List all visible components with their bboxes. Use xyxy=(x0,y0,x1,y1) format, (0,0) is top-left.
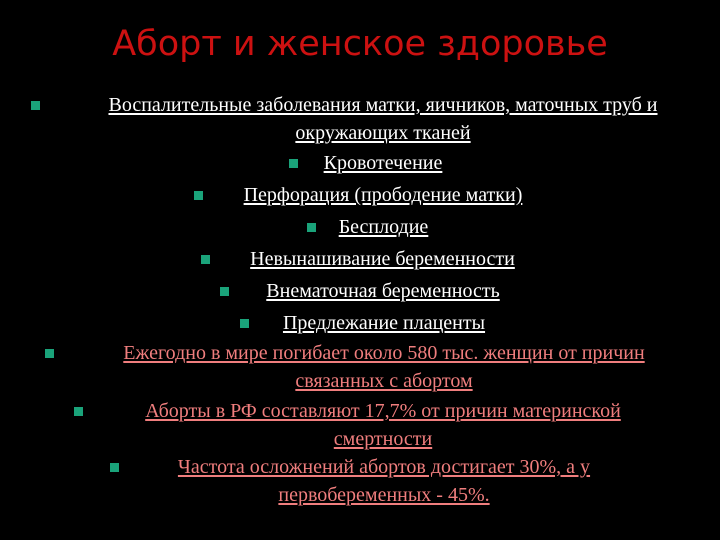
list-item-line: Внематочная беременность xyxy=(266,280,500,302)
list-item-ectopic-pregnancy xyxy=(239,277,527,305)
list-item-line: первобеременных - 45%. xyxy=(278,484,490,506)
list-item-line: Аборты в РФ составляют 17,7% от причин материнской xyxy=(145,400,621,422)
list-item-infertility xyxy=(326,213,441,241)
list-item-placenta-previa xyxy=(259,309,509,337)
square-bullet-icon xyxy=(74,407,83,416)
list-item-line: Невынашивание беременности xyxy=(250,248,515,270)
list-item-line: Ежегодно в мире погибает около 580 тыс. женщин от причин xyxy=(123,342,645,364)
list-item-worldwide-deaths xyxy=(64,339,704,395)
list-item-line: Кровотечение xyxy=(323,152,443,174)
square-bullet-icon xyxy=(194,191,203,200)
square-bullet-icon xyxy=(31,101,40,110)
list-item-line: Воспалительные заболевания матки, яичников, маточных труб и xyxy=(108,94,658,116)
square-bullet-icon xyxy=(307,223,316,232)
list-item-line: связанных с абортом xyxy=(295,370,473,392)
square-bullet-icon xyxy=(110,463,119,472)
list-item-complication-rate xyxy=(129,453,639,509)
list-item-line: Бесплодие xyxy=(338,216,429,238)
square-bullet-icon xyxy=(220,287,229,296)
list-item-line: окружающих тканей xyxy=(295,122,471,144)
square-bullet-icon xyxy=(289,159,298,168)
slide-title: Аборт и женское здоровье xyxy=(112,24,608,64)
list-item-line: смертности xyxy=(333,428,433,450)
list-item-bleeding xyxy=(308,149,458,177)
list-item-line: Перфорация (прободение матки) xyxy=(243,184,523,206)
square-bullet-icon xyxy=(45,349,54,358)
square-bullet-icon xyxy=(201,255,210,264)
list-item-line: Частота осложнений абортов достигает 30%, а у xyxy=(177,456,591,478)
list-item-line: Предлежание плаценты xyxy=(282,312,486,334)
square-bullet-icon xyxy=(240,319,249,328)
list-item-miscarriage xyxy=(220,245,545,273)
list-item-maternal-mortality xyxy=(93,397,673,453)
list-item-perforation xyxy=(213,181,553,209)
list-item-inflammatory-diseases xyxy=(50,91,716,147)
